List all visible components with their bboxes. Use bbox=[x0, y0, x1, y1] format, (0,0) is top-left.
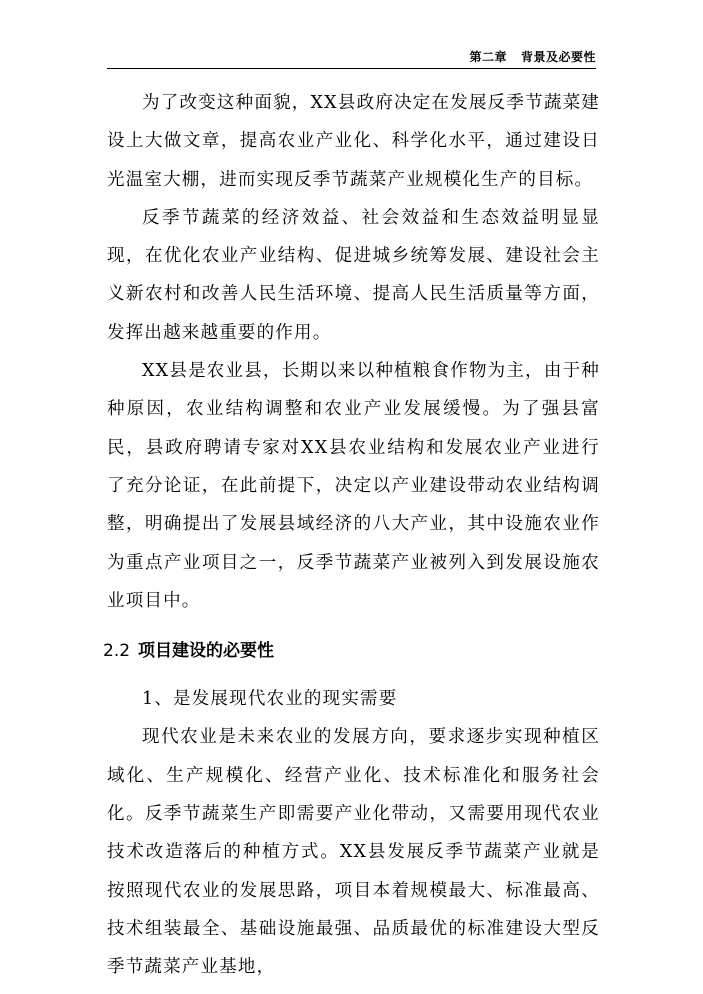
subsection-title: 1、是发展现代农业的现实需要 bbox=[142, 689, 398, 710]
paragraph-3: XX县是农业县，长期以来以种植粮食作物为主，由于种种原因，农业结构调整和农业产业发展缓慢。为了强县富民，县政府聘请专家对XX县农业结构和发展农业产业进行了充分论证，在此前提下，决定以产业建设带动农业结构调整，明确提出了发展县域经济的八大产业，其中设施农业作为重点产业项目之一，反季节蔬菜产业被列入到发展设施农业项目中。 bbox=[107, 361, 600, 611]
document-body bbox=[103, 84, 600, 987]
section-heading bbox=[103, 622, 600, 680]
section-title: 项目建设的必要性 bbox=[138, 641, 275, 662]
header-chapter: 第二章 bbox=[469, 50, 507, 64]
paragraph-1: 为了改变这种面貌，XX县政府决定在发展反季节蔬菜建设上大做文章，提高农业产业化、科学化水平，通过建设日光温室大棚，进而实现反季节蔬菜产业规模化生产的目标。 bbox=[107, 93, 600, 190]
header-title: 背景及必要性 bbox=[520, 50, 596, 64]
paragraph-2: 反季节蔬菜的经济效益、社会效益和生态效益明显显现，在优化农业产业结构、促进城乡统筹发展、建设社会主义新农村和改善人民生活环境、提高人民生活质量等方面，发挥出越来越重要的作用。 bbox=[107, 207, 600, 343]
page-header bbox=[107, 48, 596, 69]
section-number: 2.2 bbox=[103, 641, 131, 662]
subsection-paragraph: 现代农业是未来农业的发展方向，要求逐步实现种植区域化、生产规模化、经营产业化、技术标准化和服务社会化。反季节蔬菜生产即需要产业化带动，又需要用现代农业技术改造落后的种植方式。XX县发展反季节蔬菜产业就是按照现代农业的发展思路，项目本着规模最大、标准最高、技术组装最全、基础设施最强、品质最优的标准建设大型反季节蔬菜产业基地， bbox=[107, 727, 600, 978]
